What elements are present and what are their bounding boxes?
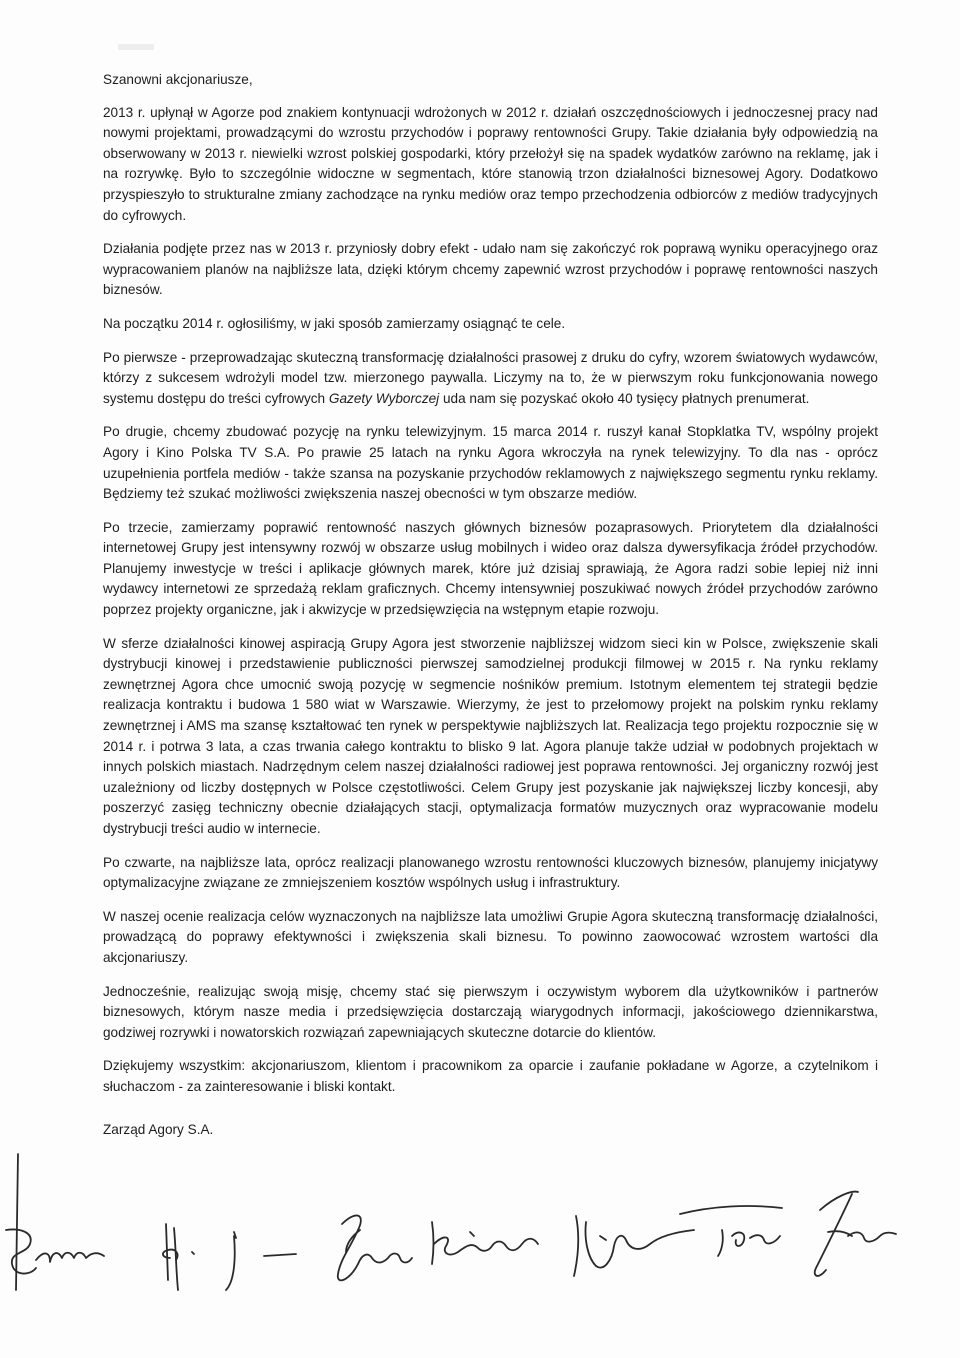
paragraph-results: Działania podjęte przez nas w 2013 r. przyniosły dobry efekt - udało nam się zakończyć rok poprawą wyniku operacyjnego oraz wypracowaniem planów na najbliższe lata, dzięki którym chcemy zapewnić wzrost przychodów i poprawę rentowności naszych biznesów. (103, 241, 878, 298)
signature-3 (226, 1232, 236, 1290)
handwritten-signatures (0, 1140, 960, 1300)
paragraph-intro: 2013 r. upłynął w Agorze pod znakiem kontynuacji wdrożonych w 2012 r. działań oszczędnościowych i jednoczesnej pracy nad nowymi projektami, prowadzącymi do wzrostu przychodów i poprawy rentowności Grupy. Takie działania były odpowiedzią na obserwowany w 2013 r. niewielki wzrost polskiej gospodarki, który przełożył się na spadek wydatków zarówno na reklamę, jak i na rozrywkę. Było to szczególnie widoczne w segmentach, które stanowią trzon działalności biznesowej Agory. Dodatkowo przyspieszyło to strukturalne zmiany zachodzące na rynku mediów oraz tempo przechodzenia odbiorców z mediów tradycyjnych do cyfrowych. (103, 104, 878, 223)
signature-2 (163, 1224, 194, 1290)
signature-6 (432, 1222, 538, 1264)
signature-8 (680, 1206, 782, 1256)
closing-signoff: Zarząd Agory S.A. (103, 1122, 214, 1137)
paragraph-mission: Jednocześnie, realizując swoją misję, chcemy stać się pierwszym i oczywistym wyborem dla użytkowników i partnerów biznesowych, którym nasze media i przedsięwzięcia dostarczają wiarygodnych informacji, jakościowego dziennikarstwa, godziwej rozrywki i nowatorskich rozwiązań zapewniających skuteczne dotarcie do klientów. (103, 983, 878, 1040)
paragraph-goals: Na początku 2014 r. ogłosiliśmy, w jaki sposób zamierzamy osiągnąć te cele. (103, 315, 566, 331)
paragraph-cinema-outdoor-radio: W sferze działalności kinowej aspiracją Grupy Agora jest stworzenie najbliższej widzom sieci kin w Polsce, zwiększenie skali dystrybucji kinowej i przedstawienie publiczności pierwszej samodzielnej produkcji filmowej w 2015 r. Na rynku reklamy zewnętrznej Agora chce umocnić swoją pozycję w segmencie nośników premium. Istotnym elementem tej strategii będzie realizacja kontraktu i budowa 1 580 wiat w Warszawie. Wierzymy, że jest to przełomowy projekt na polskim rynku reklamy zewnętrznej i AMS ma szansę kształtować ten rynek w perspektywie najbliższych lat. Realizacja tego projektu rozpocznie się w 2014 r. i potrwa 3 lata, a czas trwania całego kontraktu to blisko 9 lat. Agora planuje także udział w podobnych projektach w innych polskich miastach. Nadrzędnym celem naszej działalności radiowej jest poprawa rentowności. Jej organiczny rozwój jest uzależniony od liczby dostępnych w Polsce częstotliwości. Celem Grupy jest pozyskanie jak największej liczby koncesji, aby poszerzyć zasięg techniczny obecnie działających stacji, optymalizacja formatów muzycznych oraz wypracowanie modelu dystrybucji treści audio w internecie. (103, 635, 878, 836)
letter-body (103, 70, 878, 1111)
paragraph-third: Po trzecie, zamierzamy poprawić rentowność naszych głównych biznesów pozaprasowych. Priorytetem dla działalności internetowej Grupy jest intensywny rozwój w obszarze usług mobilnych i wideo oraz dalsza dywersyfikacja źródeł przychodów. Planujemy inwestycje w treści i aplikacje głównych marek, które już dzisiaj sprawiają, że Agora radzi sobie lepiej niż inni wydawcy internetowi ze sprzedażą reklam graficznych. Chcemy intensywniej poszukiwać nowych źródeł przychodów zarówno poprzez projekty organiczne, jak i akwizycje w przedsięwzięcia na wstępnym etapie rozwoju. (103, 519, 878, 618)
signature-9 (815, 1192, 896, 1276)
paragraph-thanks: Dziękujemy wszystkim: akcjonariuszom, klientom i pracownikom za oparcie i zaufanie pokładane w Agorze, a czytelnikom i słuchaczom - za zainteresowanie i bliski kontakt. (103, 1058, 878, 1094)
paragraph-fourth: Po czwarte, na najbliższe lata, oprócz realizacji planowanego wzrostu rentowności kluczowych biznesów, planujemy inicjatywy optymalizacyjne związane ze zmniejszeniem kosztów wspólnych usług i infrastruktury. (103, 854, 878, 891)
scan-artifact (118, 44, 154, 50)
paragraph-first-lead: Po pierwsze - przeprowadzając skuteczną transformację działalności prasowej z druku do cyfry, wzorem światowych wydawców, którzy z sukcesem wdrożyli model tzw. mierzonego paywalla. Liczymy na to, że w pierwszym roku funkcjonowania nowego systemu dostępu do treści cyfrowych (103, 349, 878, 406)
signature-5 (338, 1215, 412, 1280)
paragraph-first-tail: uda nam się pozyskać około 40 tysięcy płatnych prenumerat. (439, 390, 810, 406)
paragraph-assessment: W naszej ocenie realizacja celów wyznaczonych na najbliższe lata umożliwi Grupie Agora skuteczną transformację działalności, prowadzącą do poprawy efektywności i zwiększenia skali biznesu. To powinno zaowocować wzrostem wartości dla akcjonariuszy. (103, 908, 878, 965)
greeting: Szanowni akcjonariusze, (103, 72, 253, 87)
signature-4 (264, 1254, 296, 1256)
signature-1 (6, 1154, 104, 1290)
paragraph-first (103, 348, 878, 410)
signature-7 (574, 1216, 694, 1276)
paragraph-first-title: Gazety Wyborczej (328, 390, 440, 406)
paragraph-second: Po drugie, chcemy zbudować pozycję na rynku telewizyjnym. 15 marca 2014 r. ruszył kanał Stopklatka TV, wspólny projekt Agory i Kino Polska TV S.A. Po prawie 25 latach na rynku Agora wkroczyła na rynek telewizyjny. To dla nas - oprócz uzupełnienia portfela mediów - także szansa na pozyskanie przychodów reklamowych z największego segmentu rynku reklamy. Będziemy też szukać możliwości zwiększenia naszej obecności w tym obszarze mediów. (103, 424, 878, 502)
